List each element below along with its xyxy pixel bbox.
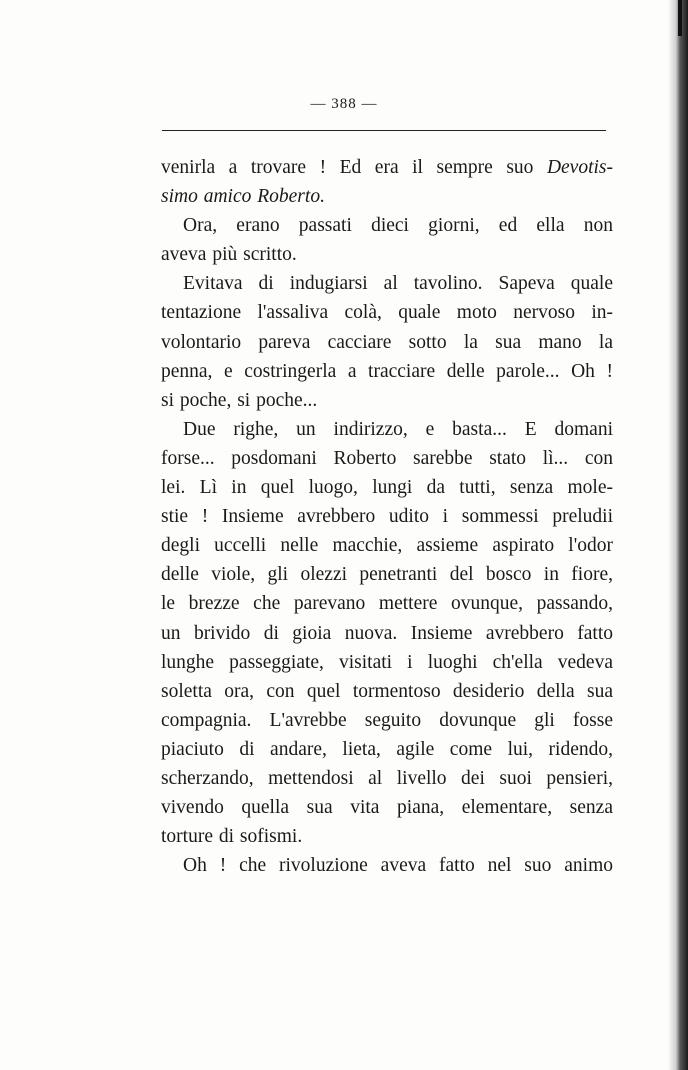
text-line: aveva più scritto. <box>161 244 297 266</box>
text-line: lunghe passeggiate, visitati i luoghi ch'ella vedeva <box>161 651 613 673</box>
text-line: scherzando, mettendosi al livello dei suoi pensieri, <box>161 767 613 789</box>
page-number: — 388 — <box>310 96 378 112</box>
text-line: soletta ora, con quel tormentoso desiderio della sua <box>161 680 613 702</box>
text-line: un brivido di gioia nuova. Insieme avrebbero fatto <box>161 622 613 644</box>
text-line: vivendo quella sua vita piana, elementare, senza <box>161 797 613 819</box>
text-line: Oh ! che rivoluzione aveva fatto nel suo animo <box>183 855 613 877</box>
text-line: tentazione l'assaliva colà, quale moto nervoso in- <box>161 302 613 324</box>
text-line: venirla a trovare ! Ed era il sempre suo Devotis- <box>161 157 613 178</box>
text-line: degli uccelli nelle macchie, assieme aspirato l'odor <box>161 535 613 557</box>
text-line: volontario pareva cacciare sotto la sua mano la <box>161 331 613 353</box>
text-line: torture di sofismi. <box>161 826 303 848</box>
text-line: si poche, si poche... <box>161 389 318 411</box>
text-line: compagnia. L'avrebbe seguito dovunque gli fosse <box>161 709 613 731</box>
text-line: forse... posdomani Roberto sarebbe stato lì... con <box>161 447 613 469</box>
text-line: Evitava di indugiarsi al tavolino. Sapeva quale <box>183 273 613 295</box>
text-line: Ora, erano passati dieci giorni, ed ella non <box>183 215 613 237</box>
text-line: delle viole, gli olezzi penetranti del bosco in fiore, <box>161 564 613 586</box>
scan-mark <box>678 0 682 36</box>
body-text <box>161 153 613 880</box>
text-line: lei. Lì in quel luogo, lungi da tutti, senza mole- <box>161 477 613 499</box>
page-edge-shadow <box>668 0 688 1070</box>
header-rule <box>162 130 606 131</box>
text-line: simo amico Roberto. <box>161 186 325 208</box>
text-line: penna, e costringerla a tracciare delle parole... Oh ! <box>161 360 613 382</box>
text-line: piaciuto di andare, lieta, agile come lui, ridendo, <box>161 738 613 760</box>
text-line: Due righe, un indirizzo, e basta... E domani <box>183 418 613 440</box>
text-line: stie ! Insieme avrebbero udito i sommessi preludii <box>161 506 613 528</box>
text-line: le brezze che parevano mettere ovunque, passando, <box>161 593 613 615</box>
